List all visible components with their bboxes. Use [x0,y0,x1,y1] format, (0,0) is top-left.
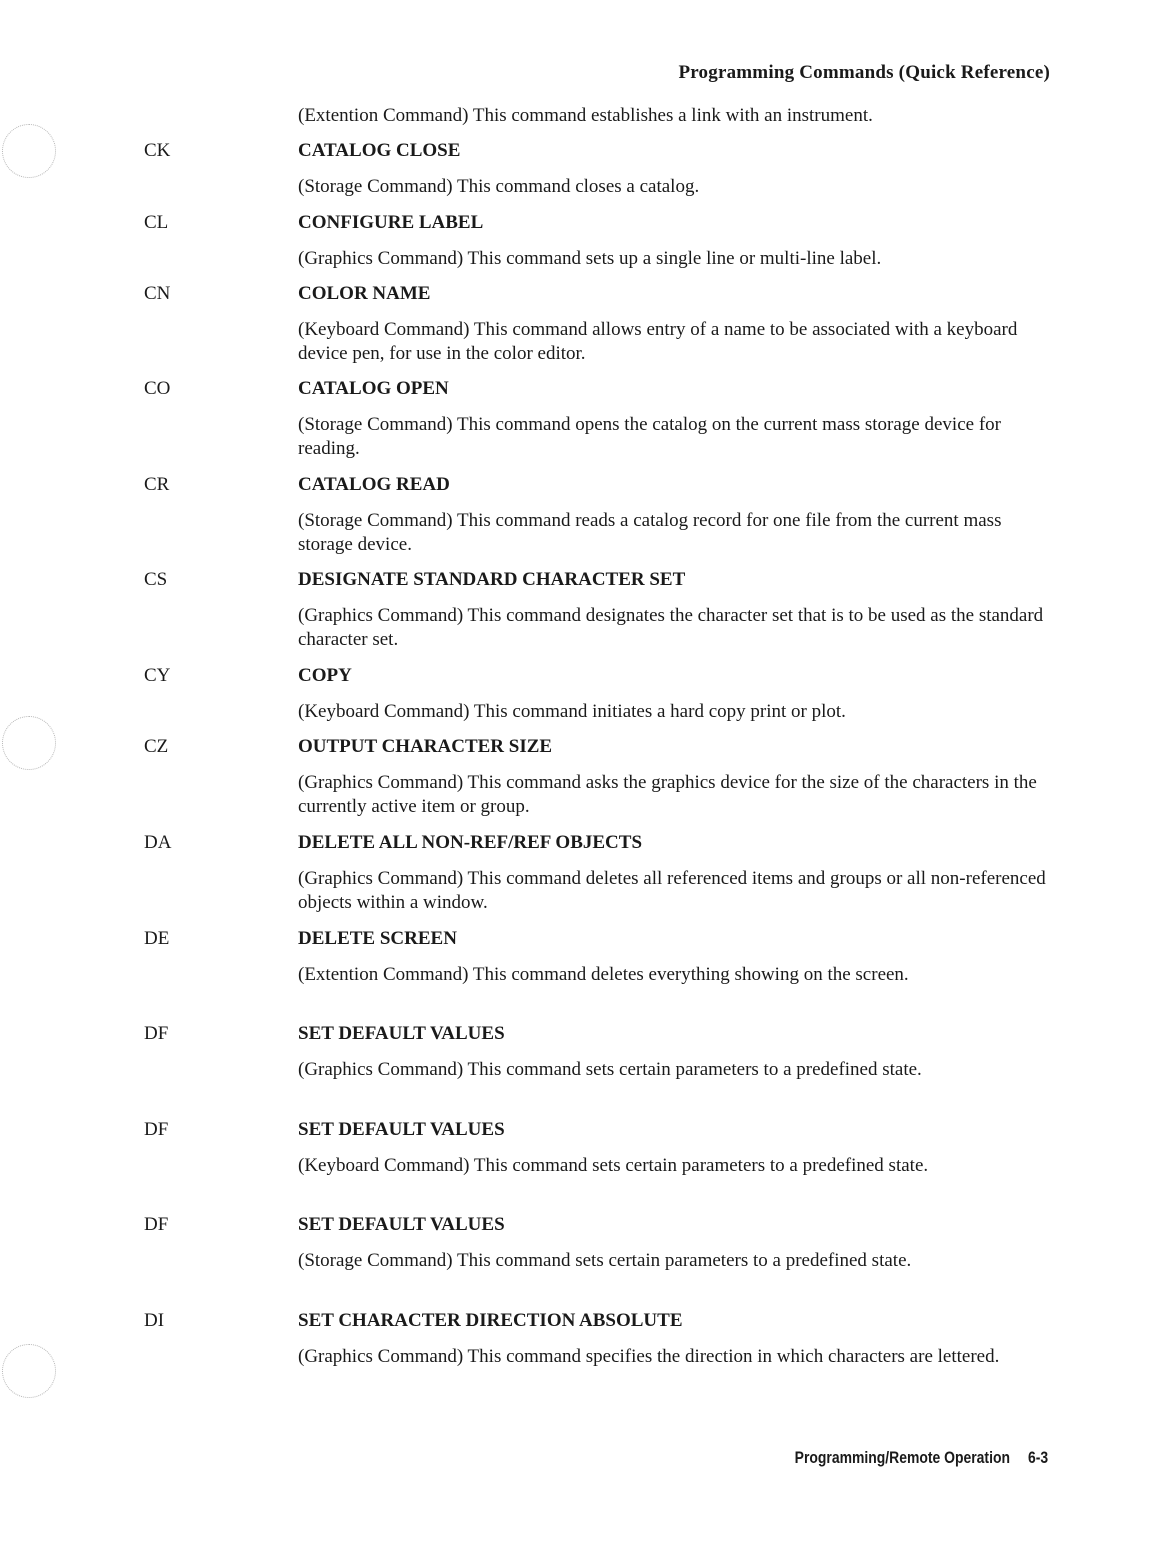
command-code: DI [144,1310,165,1331]
command-code: CS [144,569,168,590]
command-description: (Storage Command) This command closes a catalog. [298,176,700,197]
command-code: CK [144,140,171,161]
command-entry [0,473,1176,568]
command-description: (Keyboard Command) This command initiates a hard copy print or plot. [298,701,846,722]
command-description: (Graphics Command) This command deletes all referenced items and groups or all non-referenced objects within a window. [298,868,1046,913]
command-code: DA [144,832,172,853]
footer-section: Programming/Remote Operation [794,1448,1010,1467]
command-description: (Storage Command) This command reads a catalog record for one file from the current mass storage device. [298,510,1002,555]
page-header: Programming Commands (Quick Reference) [678,62,1050,83]
command-description: (Graphics Command) This command sets up a single line or multi-line label. [298,248,882,269]
command-code: CN [144,283,171,304]
command-entry [0,1309,1176,1404]
command-title: COPY [298,665,352,686]
command-code: DF [144,1023,169,1044]
command-code: DF [144,1214,169,1235]
command-code: CR [144,474,170,495]
command-title: CONFIGURE LABEL [298,212,484,233]
command-title: CATALOG READ [298,474,450,495]
command-title: COLOR NAME [298,283,431,304]
command-entry [0,282,1176,377]
command-entry [0,927,1176,1022]
command-description: (Keyboard Command) This command sets certain parameters to a predefined state. [298,1155,929,1176]
command-description: (Graphics Command) This command specifies the direction in which characters are lettered. [298,1346,1000,1367]
command-code: DE [144,928,170,949]
command-title: SET DEFAULT VALUES [298,1214,505,1235]
command-description: (Graphics Command) This command sets certain parameters to a predefined state. [298,1059,922,1080]
command-code: CZ [144,736,169,757]
command-description: (Storage Command) This command opens the catalog on the current mass storage device for reading. [298,414,1001,459]
command-title: SET DEFAULT VALUES [298,1119,505,1140]
command-code: CY [144,665,171,686]
command-entry [0,735,1176,831]
command-title: CATALOG CLOSE [298,140,461,161]
command-description: (Graphics Command) This command designates the character set that is to be used as the standard character set. [298,605,1044,650]
command-title: DESIGNATE STANDARD CHARACTER SET [298,569,686,590]
command-list [0,139,1176,1404]
command-title: CATALOG OPEN [298,378,449,399]
page-number: 6-3 [1027,1448,1048,1467]
command-title: DELETE SCREEN [298,928,457,949]
page-footer [794,1448,1048,1468]
command-entry [0,1022,1176,1118]
command-description: (Storage Command) This command sets certain parameters to a predefined state. [298,1250,912,1271]
command-entry [0,377,1176,473]
command-title: DELETE ALL NON-REF/REF OBJECTS [298,832,643,853]
command-title: OUTPUT CHARACTER SIZE [298,736,553,757]
command-entry [0,1213,1176,1309]
command-description: (Extention Command) This command deletes everything showing on the screen. [298,964,909,985]
command-entry [0,1118,1176,1213]
command-title: SET CHARACTER DIRECTION ABSOLUTE [298,1310,683,1331]
command-code: DF [144,1119,169,1140]
command-code: CL [144,212,169,233]
command-description: (Graphics Command) This command asks the graphics device for the size of the characters in the currently active item or group. [298,772,1037,817]
command-entry [0,568,1176,664]
intro-description: (Extention Command) This command establishes a link with an instrument. [298,105,873,126]
command-entry [0,139,1176,211]
command-title: SET DEFAULT VALUES [298,1023,505,1044]
command-code: CO [144,378,171,399]
command-entry [0,664,1176,735]
command-entry [0,831,1176,927]
command-description: (Keyboard Command) This command allows entry of a name to be associated with a keyboard device pen, for use in the color editor. [298,319,1018,364]
command-entry [0,211,1176,282]
